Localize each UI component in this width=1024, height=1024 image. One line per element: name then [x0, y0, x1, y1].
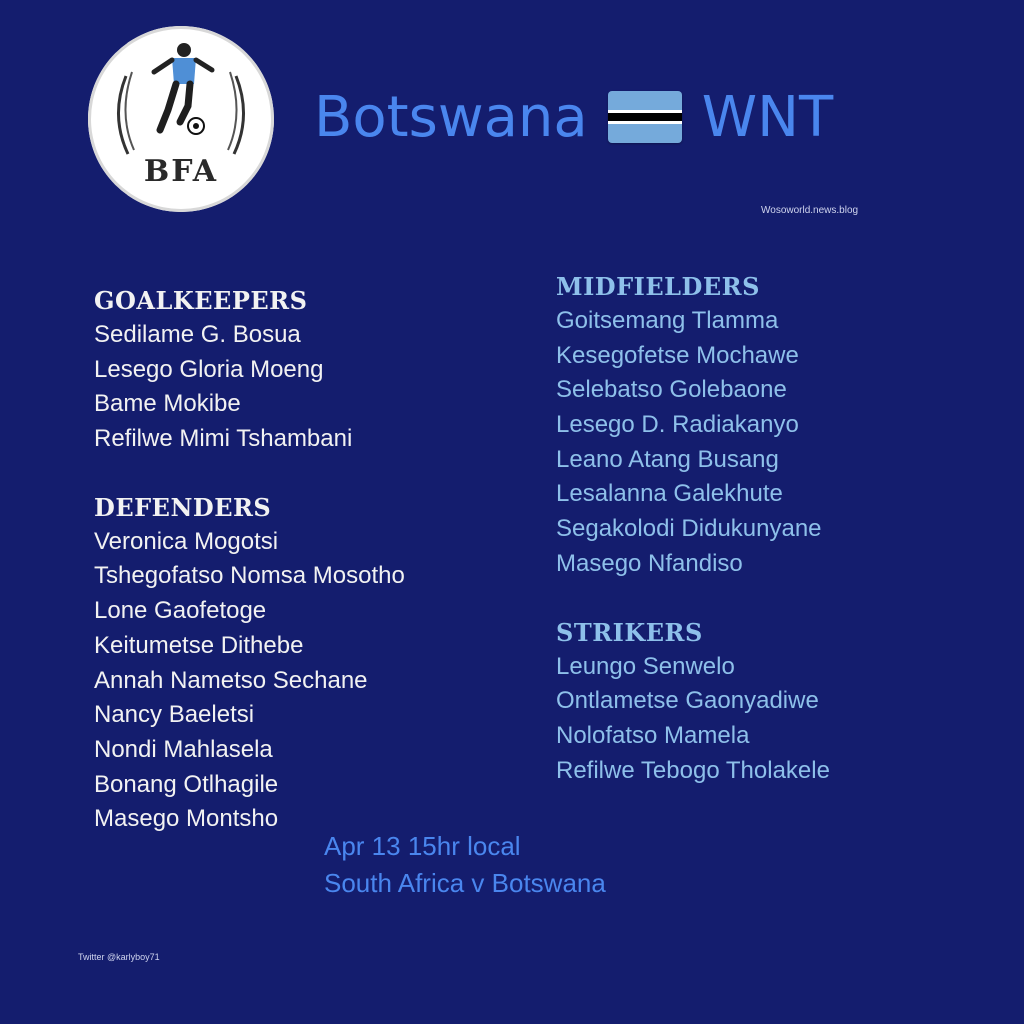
title-team: WNT	[701, 84, 834, 150]
list-item: Lone Gaofetoge	[94, 597, 267, 625]
list-item: Segakolodi Didukunyane	[556, 515, 822, 543]
list-item: Selebatso Golebaone	[556, 376, 787, 404]
list-item: Masego Nfandiso	[556, 549, 743, 577]
title-country: Botswana	[314, 84, 588, 150]
bfa-logo	[88, 26, 274, 212]
list-item: Kesegofetse Mochawe	[556, 341, 799, 369]
list-item: Annah Nametso Sechane	[94, 666, 368, 694]
list-item: Lesalanna Galekhute	[556, 480, 783, 508]
watermark: Wosoworld.news.blog	[761, 205, 859, 216]
list-item: Lesego D. Radiakanyo	[556, 411, 799, 439]
list-item: Lesego Gloria Moeng	[94, 355, 324, 383]
list-item: Bame Mokibe	[94, 390, 241, 418]
match-time: Apr 13 15hr local	[324, 831, 521, 861]
strikers-heading: STRIKERS	[556, 617, 703, 647]
midfielders-heading: MIDFIELDERS	[556, 272, 760, 301]
match-info	[324, 828, 606, 902]
list-item: Tshegofatso Nomsa Mosotho	[94, 562, 405, 590]
list-item: Sedilame G. Bosua	[94, 321, 301, 348]
page-title	[314, 82, 833, 152]
list-item: Ontlametse Gaonyadiwe	[556, 687, 819, 715]
list-item: Nolofatso Mamela	[556, 721, 750, 749]
botswana-flag-icon	[608, 91, 682, 143]
list-item: Refilwe Mimi Tshambani	[94, 425, 353, 453]
list-item: Masego Montsho	[94, 805, 279, 833]
list-item: Goitsemang Tlamma	[556, 307, 779, 334]
defenders-heading: DEFENDERS	[94, 492, 272, 522]
list-item: Leungo Senwelo	[556, 652, 735, 680]
twitter-credit: Twitter @karlyboy71	[78, 952, 160, 962]
goalkeepers-heading: GOALKEEPERS	[94, 286, 308, 315]
logo-text: BFA	[143, 154, 219, 189]
list-item: Nancy Baeletsi	[94, 701, 255, 729]
list-item: Nondi Mahlasela	[94, 735, 273, 763]
left-column	[94, 284, 405, 837]
list-item: Veronica Mogotsi	[94, 527, 279, 555]
list-item: Leano Atang Busang	[556, 445, 779, 473]
list-item: Refilwe Tebogo Tholakele	[556, 756, 830, 784]
list-item: Keitumetse Dithebe	[94, 631, 304, 659]
match-fixture: South Africa v Botswana	[324, 868, 606, 898]
right-column	[556, 270, 830, 788]
list-item: Bonang Otlhagile	[94, 770, 279, 798]
